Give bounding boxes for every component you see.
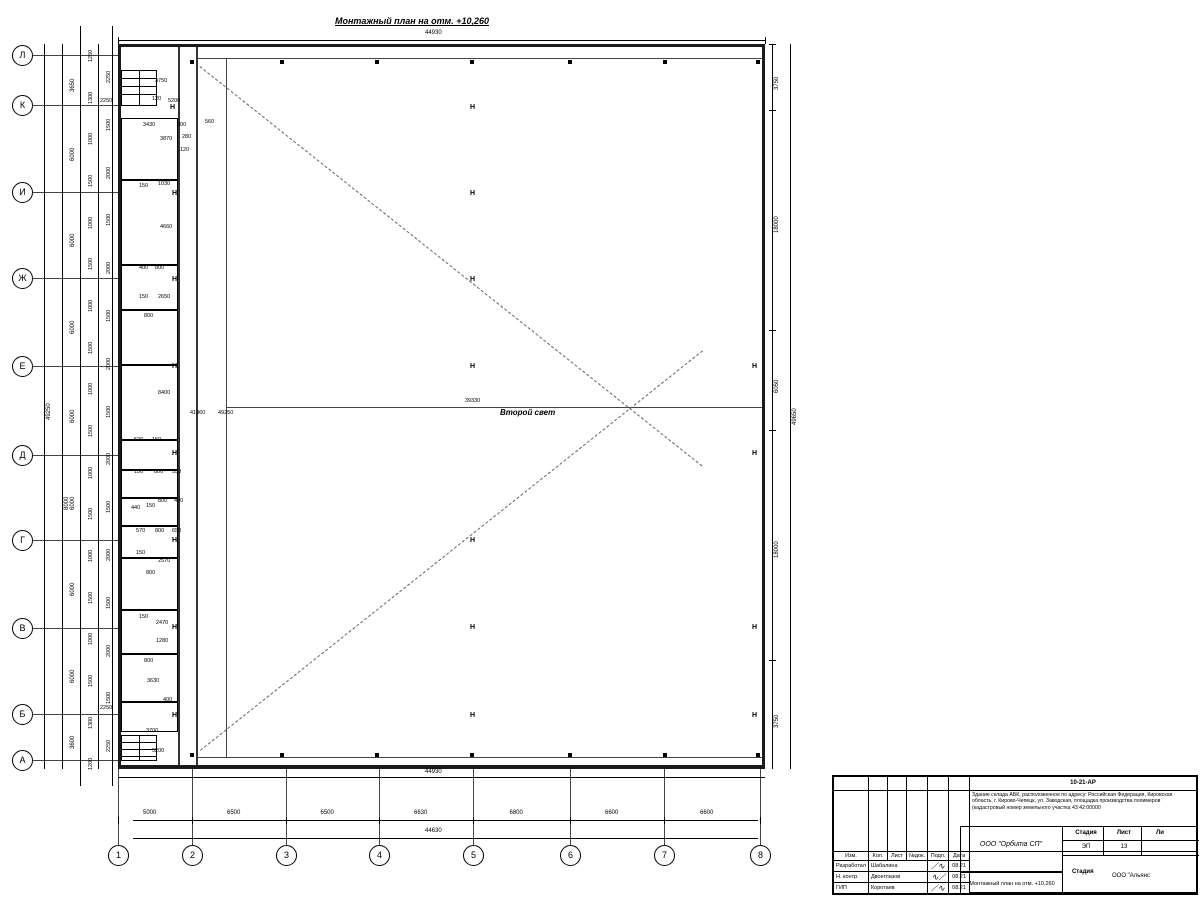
dim-tick xyxy=(379,817,380,824)
bottom-dim-line-1 xyxy=(118,777,765,778)
wall-inner-left-block xyxy=(178,47,180,765)
left-dim-chain-inner xyxy=(112,26,113,786)
left-second-dim: 1000 xyxy=(88,132,94,146)
page-title: Монтажный план на отм. +10,260 xyxy=(335,16,489,26)
horizontal-spacing-dim: 6600 xyxy=(700,810,714,816)
dimension-annotation: 1280 xyxy=(156,638,169,644)
axis-marker-Е: Е xyxy=(12,356,33,377)
mark-n: Н xyxy=(172,190,178,197)
wall-top xyxy=(118,44,765,47)
column xyxy=(280,60,284,64)
dimension-annotation: 150 xyxy=(146,503,156,509)
dimension-annotation: 120 xyxy=(180,147,190,153)
stamp-role-3: ГИП xyxy=(834,883,869,894)
stamp-col-list: Лист xyxy=(887,852,906,861)
dimension-annotation: 1030 xyxy=(158,181,171,187)
axis-marker-6: 6 xyxy=(560,845,581,866)
mark-n: Н xyxy=(172,537,178,544)
builder-name: ООО "Альянс xyxy=(1112,873,1150,879)
dimension-annotation: 2650 xyxy=(158,294,171,300)
axis-line xyxy=(33,105,118,106)
column xyxy=(568,753,572,757)
dim-tick xyxy=(570,817,571,824)
left-second-dim: 1500 xyxy=(88,257,94,271)
signature-2: ∿⟋ xyxy=(928,872,949,883)
room-zh-1 xyxy=(121,265,178,310)
second-light-label: Второй свет xyxy=(500,408,556,417)
left-second-dim: 1000 xyxy=(88,632,94,646)
mark-n: Н xyxy=(752,712,758,719)
dim-tick xyxy=(664,817,665,824)
mark-n: Н xyxy=(470,624,476,631)
axis-marker-3: 3 xyxy=(276,845,297,866)
left-major-dim: 3600 xyxy=(70,735,76,749)
dimension-annotation: 150 xyxy=(139,294,149,300)
dimension-annotation: 400 xyxy=(163,697,173,703)
column xyxy=(375,753,379,757)
dimension-annotation: 520 xyxy=(134,437,144,443)
sheet-title: Монтажный план на отм. +10,260 xyxy=(969,881,1055,887)
left-second-dim: 1000 xyxy=(88,216,94,229)
stamp-date-2: 08.21 xyxy=(949,872,970,883)
axis-marker-2: 2 xyxy=(182,845,203,866)
stage-value: ЭП xyxy=(1081,844,1091,850)
axis-line xyxy=(33,628,118,629)
right-chain-dim: 6050 xyxy=(774,379,780,393)
dimension-annotation: 2570 xyxy=(158,558,171,564)
axis-marker-И: И xyxy=(12,182,33,203)
left-third-dim: 2000 xyxy=(106,261,112,275)
right-chain-dim: 3750 xyxy=(774,76,780,90)
axis-line xyxy=(473,769,474,845)
dim-tick xyxy=(118,817,119,824)
axis-marker-1: 1 xyxy=(108,845,129,866)
stamp-col-data: Дата xyxy=(949,852,970,861)
project-code: 10-21-АР xyxy=(1070,780,1096,786)
left-third-dim: 1500 xyxy=(106,118,112,131)
sheet-value: 13 xyxy=(1120,844,1128,850)
dimension-annotation: 3750 xyxy=(155,78,168,84)
axis-marker-7: 7 xyxy=(654,845,675,866)
column xyxy=(470,753,474,757)
dimension-annotation: 41960 xyxy=(190,410,206,416)
dimension-annotation: 150 xyxy=(139,614,149,620)
axis-marker-К: К xyxy=(12,95,33,116)
mark-n: Н xyxy=(752,624,758,631)
column xyxy=(190,60,194,64)
axis-marker-В: В xyxy=(12,618,33,639)
left-second-dim: 1250 xyxy=(88,49,94,62)
dim-tick xyxy=(769,330,776,331)
left-second-dim: 1500 xyxy=(88,591,94,604)
dimension-annotation: 800 xyxy=(144,313,154,319)
mark-n: Н xyxy=(172,363,178,370)
designer-cell xyxy=(960,826,1062,872)
axis-marker-Д: Д xyxy=(12,445,33,466)
left-second-dim: 1500 xyxy=(88,507,94,521)
left-dim-chain-overall xyxy=(44,44,45,769)
left-major-dim: 6000 xyxy=(70,582,76,596)
right-chain-dim: 18000 xyxy=(774,216,780,233)
dimension-annotation: 3700 xyxy=(146,728,159,734)
left-second-dim: 1300 xyxy=(88,716,94,729)
mark-n: Н xyxy=(172,712,178,719)
dimension-annotation: 150 xyxy=(152,437,162,443)
left-third-dim: 1500 xyxy=(106,692,112,705)
axis-marker-Л: Л xyxy=(12,45,33,66)
axis-line xyxy=(118,769,119,845)
column xyxy=(756,753,760,757)
left-dim-chain-major xyxy=(62,44,63,769)
signature-3: ⟋∿ xyxy=(928,883,949,894)
wall-right xyxy=(762,44,765,769)
right-dim-chain-overall xyxy=(790,44,791,769)
column xyxy=(280,753,284,757)
dimension-annotation: 8400 xyxy=(158,390,171,396)
horizontal-spacing-dim: 6500 xyxy=(320,810,334,816)
left-third-dim: 1500 xyxy=(106,214,112,227)
column xyxy=(190,753,194,757)
stamp-role-2: Н. контр. xyxy=(834,872,869,883)
horizontal-spacing-dim: 5000 xyxy=(143,810,157,816)
dim-tick xyxy=(192,817,193,824)
stair-center xyxy=(139,70,140,106)
dimension-annotation: 400 xyxy=(139,265,149,271)
left-third-dim: 2250 xyxy=(106,739,112,753)
room-i xyxy=(121,180,178,265)
dimension-annotation: 120 xyxy=(152,96,162,102)
axis-line xyxy=(33,714,118,715)
left-dim-chain-third xyxy=(98,44,99,769)
dimension-annotation: 420 xyxy=(174,498,184,504)
axis-line xyxy=(664,769,665,845)
column xyxy=(663,60,667,64)
dim-tick xyxy=(769,44,776,45)
stamp-name-2: Двоеглазов xyxy=(868,872,927,883)
axis-line xyxy=(379,769,380,845)
mark-n: Н xyxy=(172,450,178,457)
axis-marker-А: А xyxy=(12,750,33,771)
left-third-dim: 1500 xyxy=(106,596,112,609)
left-second-dim: 1000 xyxy=(88,382,94,396)
designer-name: ООО "Орбита СП" xyxy=(979,841,1043,848)
column xyxy=(470,60,474,64)
column xyxy=(756,60,760,64)
mark-n: Н xyxy=(470,712,476,719)
left-second-dim: 1000 xyxy=(88,466,94,479)
dimension-annotation: 570 xyxy=(136,528,146,534)
room-d-1 xyxy=(121,440,178,470)
left-major-dim: 3650 xyxy=(70,78,76,92)
dimension-annotation: 3630 xyxy=(147,678,160,684)
top-dim-line xyxy=(118,40,765,41)
dim-tick xyxy=(769,110,776,111)
horizontal-spacing-dim: 6500 xyxy=(227,810,241,816)
mark-n: Н xyxy=(470,276,476,283)
interior-ref-hline-mid xyxy=(226,407,762,408)
dimension-annotation: 800 xyxy=(155,265,165,271)
bottom-dim-line-3 xyxy=(133,838,758,839)
left-major-dim: 6000 xyxy=(70,669,76,683)
left-second-dim: 1300 xyxy=(88,91,94,104)
dimension-annotation: 150 xyxy=(136,550,146,556)
mark-n: Н xyxy=(752,363,758,370)
mark-n: Н xyxy=(172,276,178,283)
axis-line xyxy=(33,760,118,761)
dimension-annotation: 5200 xyxy=(168,98,181,104)
left-second-dim: 1000 xyxy=(88,299,94,312)
horizontal-spacing-dim: 6800 xyxy=(509,810,523,816)
stage-header-stadia: Стадия xyxy=(1071,868,1094,875)
mark-n: Н xyxy=(752,450,758,457)
title-block-right xyxy=(1062,826,1198,895)
dimension-annotation: 3870 xyxy=(160,136,173,142)
left-second-dim: 1200 xyxy=(88,757,94,771)
stamp-col-ndok: №док. xyxy=(906,852,927,861)
column xyxy=(568,60,572,64)
left-major-dim: 6000 xyxy=(70,233,76,247)
left-third-dim: 2000 xyxy=(106,548,112,561)
dimension-annotation: 800 xyxy=(144,658,154,664)
left-second-dim: 1500 xyxy=(88,424,94,437)
stage-label: Стадия xyxy=(1075,830,1097,836)
left-second-dim: 1500 xyxy=(88,341,94,354)
dimension-annotation: 3430 xyxy=(143,122,156,128)
dimension-annotation: 39330 xyxy=(465,398,481,404)
dimension-annotation: 440 xyxy=(131,505,141,511)
left-third-dim: 2000 xyxy=(106,357,112,370)
room-d-2 xyxy=(121,470,178,498)
dimension-annotation: 550 xyxy=(172,469,182,475)
dimension-annotation: 2250 xyxy=(100,705,113,711)
left-third-dim: 2000 xyxy=(106,644,112,657)
axis-line xyxy=(570,769,571,845)
stamp-date-1: 08.21 xyxy=(949,861,970,872)
right-chain-dim: 18000 xyxy=(774,541,780,558)
right-chain-dim: 3750 xyxy=(774,714,780,728)
dim-tick xyxy=(769,430,776,431)
mark-n: Н xyxy=(470,190,476,197)
axis-line xyxy=(192,769,193,845)
sheet-label: Лист xyxy=(1116,830,1132,836)
axis-line xyxy=(33,278,118,279)
left-overall-dim: 49250 xyxy=(46,403,52,420)
stamp-name-1: Шабалина xyxy=(868,861,927,872)
right-overall-dim: 49650 xyxy=(792,408,798,425)
interior-line-top xyxy=(198,58,762,59)
left-third-dim: 1500 xyxy=(106,309,112,322)
dim-tick xyxy=(769,660,776,661)
horizontal-spacing-dim: 6600 xyxy=(605,810,619,816)
left-second-dim: 1500 xyxy=(88,174,94,187)
axis-line xyxy=(286,769,287,845)
left-third-dim: 2000 xyxy=(106,166,112,179)
axis-marker-Ж: Ж xyxy=(12,268,33,289)
signature-1: ⟋∿ xyxy=(928,861,949,872)
dimension-annotation: 150 xyxy=(134,469,144,475)
stamp-name-3: Коротаев xyxy=(868,883,927,894)
wall-inner-corridor xyxy=(196,47,198,765)
bottom-overall-dim: 44930 xyxy=(425,769,442,775)
dimension-annotation: 650 xyxy=(172,528,182,534)
dimension-annotation: 2470 xyxy=(156,620,169,626)
stamp-role-1: Разработал xyxy=(834,861,869,872)
dimension-annotation: 560 xyxy=(205,119,215,125)
bottom-chain-total: 44630 xyxy=(425,828,442,834)
mark-n: Н xyxy=(470,104,476,111)
top-overall-dim: 44930 xyxy=(425,30,442,36)
left-major-dim: 6000 xyxy=(70,409,76,423)
left-dim-chain-second xyxy=(80,26,81,786)
dimension-annotation: 4660 xyxy=(160,224,173,230)
interior-line-bottom xyxy=(198,757,762,758)
dimension-annotation: 280 xyxy=(182,134,192,140)
room-g-2 xyxy=(121,526,178,558)
dimension-annotation: 800 xyxy=(158,498,168,504)
mark-n: Н xyxy=(470,537,476,544)
stamp-col-kol: Кол. xyxy=(868,852,887,861)
object-description: Здание склада АБК, расположенное по адресу: Российская Федерация, Кировская область, г. Кирово-Чепецк, ул. Заводская, площадка производства полимеров (кадастровый номер земельного участка 43:42:00000 xyxy=(972,792,1173,811)
stamp-col-izm: Изм. xyxy=(834,852,869,861)
left-major-dim: 6000 xyxy=(70,496,76,510)
left-major-dim: 6000 xyxy=(70,147,76,161)
mark-n: Н xyxy=(170,104,176,111)
axis-marker-5: 5 xyxy=(463,845,484,866)
diagonal-marker-2 xyxy=(200,350,703,750)
dimension-annotation: 150 xyxy=(139,183,149,189)
left-major-dim: 6000 xyxy=(70,320,76,334)
axis-marker-Г: Г xyxy=(12,530,33,551)
mark-n: Н xyxy=(172,624,178,631)
left-lower-group-dim: 8000 xyxy=(64,496,70,510)
axis-line xyxy=(33,540,118,541)
axis-line xyxy=(33,55,118,56)
column xyxy=(663,753,667,757)
dim-tick xyxy=(760,817,761,824)
dimension-annotation: 49250 xyxy=(218,410,234,416)
axis-marker-8: 8 xyxy=(750,845,771,866)
stamp-date-3: 08.21 xyxy=(949,883,970,894)
axis-line xyxy=(760,769,761,845)
dimension-annotation: 5200 xyxy=(152,748,165,754)
stamp-col-podp: Подп. xyxy=(928,852,949,861)
left-third-dim: 2250 xyxy=(106,70,112,83)
left-third-dim: 1500 xyxy=(106,405,112,418)
dimension-annotation: 800 xyxy=(155,528,165,534)
stair-center xyxy=(139,735,140,761)
dimension-annotation: 800 xyxy=(154,469,164,475)
room-v-2 xyxy=(121,610,178,654)
axis-marker-Б: Б xyxy=(12,704,33,725)
dimension-annotation: 2250 xyxy=(100,98,113,104)
left-second-dim: 1500 xyxy=(88,674,94,687)
left-second-dim: 1000 xyxy=(88,549,94,562)
mark-n: Н xyxy=(470,363,476,370)
horizontal-spacing-dim: 6630 xyxy=(414,810,428,816)
axis-line xyxy=(33,192,118,193)
dimension-annotation: 800 xyxy=(177,122,187,128)
dim-tick xyxy=(286,817,287,824)
sheets-label: Ли xyxy=(1156,830,1164,836)
axis-marker-4: 4 xyxy=(369,845,390,866)
room-e xyxy=(121,365,178,440)
dimension-annotation: 800 xyxy=(146,570,156,576)
left-third-dim: 1500 xyxy=(106,500,112,514)
room-v-1 xyxy=(121,558,178,610)
dim-tick xyxy=(118,37,119,44)
left-third-dim: 2000 xyxy=(106,453,112,466)
dim-tick xyxy=(473,817,474,824)
column xyxy=(375,60,379,64)
dim-tick xyxy=(765,37,766,44)
sheet-title-cell xyxy=(960,872,1062,895)
